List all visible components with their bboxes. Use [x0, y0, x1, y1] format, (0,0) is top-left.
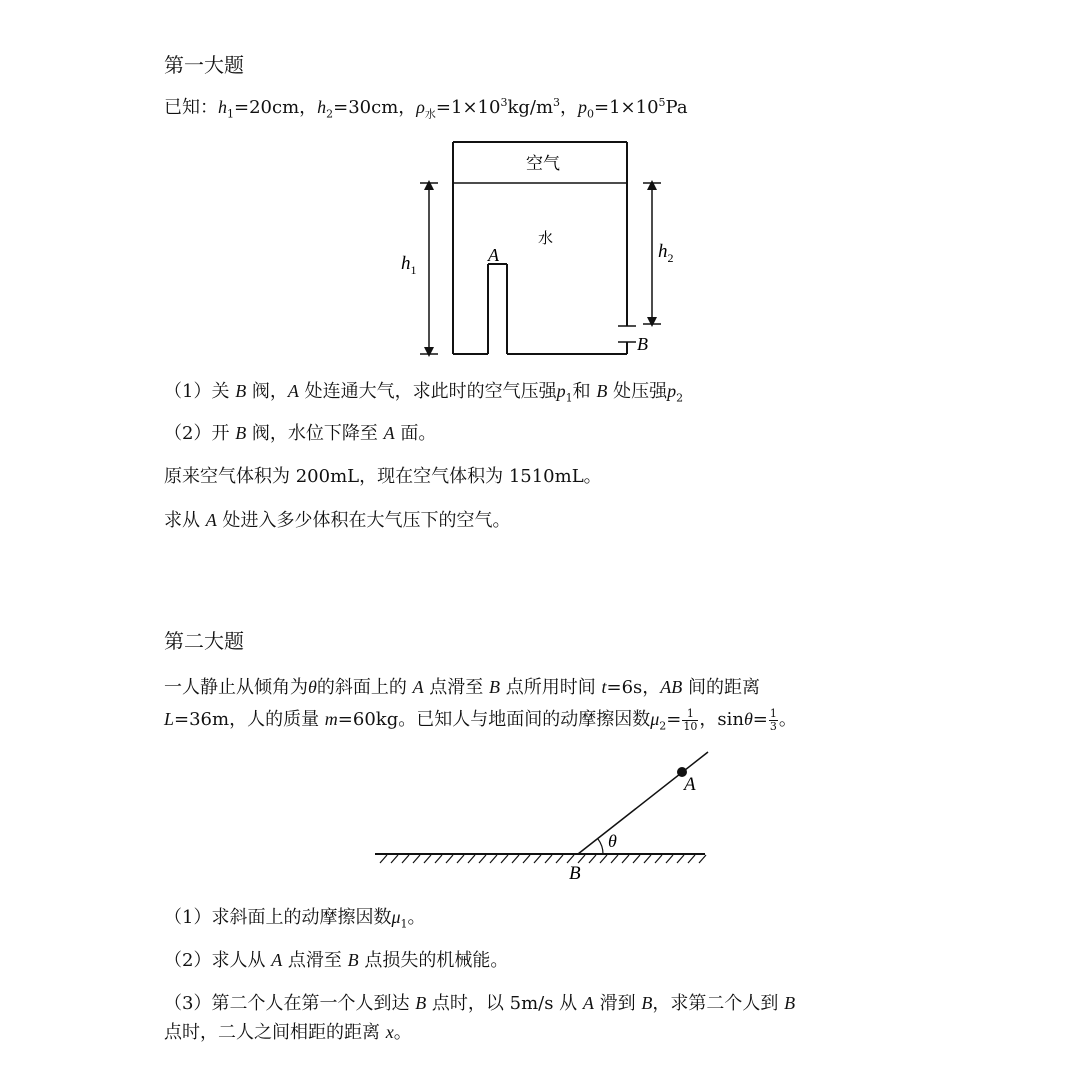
rho-unit-exponent: 3 [553, 96, 561, 109]
h1-value: =20cm， [234, 97, 318, 118]
section1-question2: （2）开 B 阀，水位下降至 A 面。 [164, 423, 437, 444]
section1-title: 第一大题 [164, 53, 244, 77]
point-b-label: B [637, 334, 648, 354]
point-b-label: B [569, 863, 581, 884]
section1-volume-line: 原来空气体积为 200mL，现在空气体积为 1510mL。 [164, 466, 602, 487]
fraction-one-third: $\frac{1}{3}$ [769, 706, 777, 733]
section2-title: 第二大题 [164, 629, 244, 653]
given-prefix: 已知： [164, 97, 218, 118]
incline-diagram [370, 745, 715, 885]
valve-b [618, 326, 636, 342]
rho-exponent: 3 [500, 96, 508, 109]
container-diagram [380, 130, 700, 365]
h1-label: $h_1$ [401, 253, 417, 277]
rho-value: =1×10 [435, 97, 501, 118]
rho-unit: kg/m [507, 97, 554, 118]
theta-label: θ [608, 831, 617, 851]
p0-value: =1×10 [594, 97, 659, 118]
point-a-label: A [488, 245, 499, 265]
h2-label: $h_2$ [658, 241, 674, 265]
section2-question3: （3）第二个人在第一个人到达 B 点时，以 5m/s 从 A 滑到 B，求第二个人到 B [164, 993, 796, 1014]
ground-hatching [380, 855, 706, 863]
section2-question1: （1）求斜面上的动摩擦因数$\mu_1$。 [164, 907, 426, 931]
p0-unit: Pa [665, 97, 688, 118]
given-conditions: 已知：$h_1=20cm$，$h_2=30cm$，$\rho_水=1\times 10^3kg/m^3$，$p_0=1\times 10^5Pa$ [164, 96, 688, 121]
section1-question1: （1）关 B 阀，A 处连通大气，求此时的空气压强$p_1$和 B 处压强$p_2$ [164, 381, 684, 405]
incline-line [578, 752, 708, 854]
section1-question-line: 求从 A 处进入多少体积在大气压下的空气。 [164, 510, 511, 531]
angle-arc [598, 839, 603, 854]
separator: ， [560, 97, 579, 118]
section2-paragraph-line1: 一人静止从倾角为θ的斜面上的 A 点滑至 B 点所用时间 t=6s，AB 间的距离 [164, 677, 761, 698]
section2-question3-line2: 点时，二人之间相距的距离 x。 [164, 1022, 412, 1043]
water-label: 水 [538, 229, 554, 247]
rho-subscript: 水 [424, 107, 436, 121]
point-a-label: A [684, 774, 696, 795]
section2-question2: （2）求人从 A 点滑至 B 点损失的机械能。 [164, 950, 509, 971]
fraction-one-tenth: $\frac{1}{10}$ [683, 706, 698, 733]
tube-a [488, 264, 507, 354]
air-label: 空气 [526, 154, 560, 174]
h2-value: =30cm， [333, 97, 417, 118]
p0-exponent: 5 [658, 96, 666, 109]
section2-paragraph-line2: L=36m，人的质量 m=60kg。已知人与地面间的动摩擦因数$\mu_2=$ $\frac{1}{10}$ ，sinθ= $\frac{1}{3}$ 。 [164, 706, 797, 733]
